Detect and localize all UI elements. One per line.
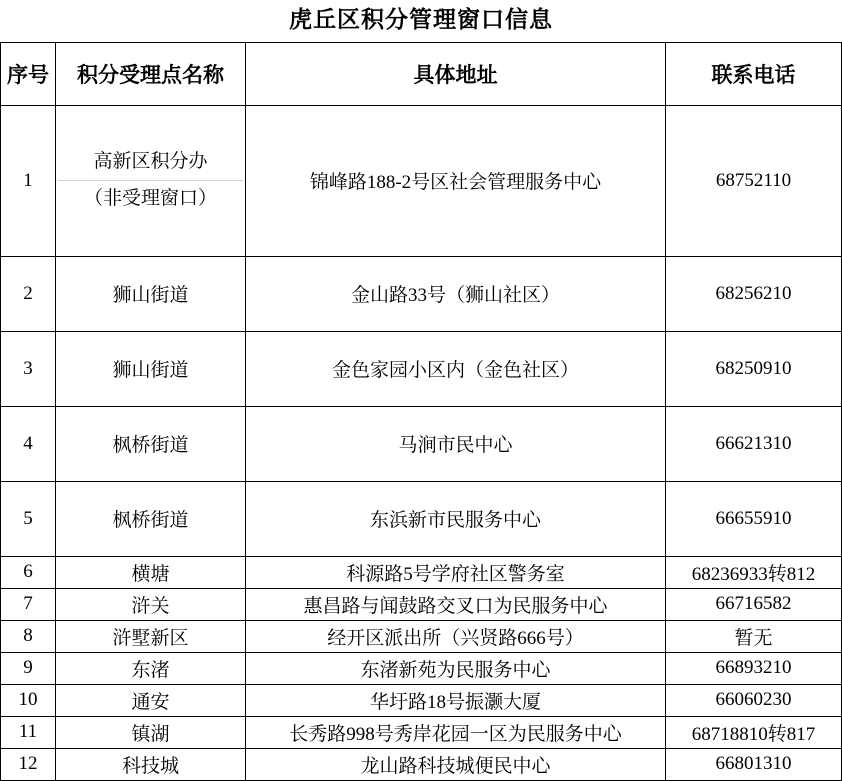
cell-phone: 66060230 bbox=[666, 684, 842, 716]
table-row bbox=[1, 256, 842, 331]
table-row bbox=[1, 556, 842, 588]
cell-name: 枫桥街道 bbox=[56, 481, 246, 556]
table-row bbox=[1, 716, 842, 748]
table-row bbox=[1, 620, 842, 652]
table-row bbox=[1, 748, 842, 780]
cell-address: 东渚新苑为民服务中心 bbox=[246, 652, 666, 684]
cell-address: 科源路5号学府社区警务室 bbox=[246, 556, 666, 588]
cell-seq: 10 bbox=[1, 684, 56, 716]
cell-address: 金色家园小区内（金色社区） bbox=[246, 331, 666, 406]
cell-name: 横塘 bbox=[56, 556, 246, 588]
cell-seq: 6 bbox=[1, 556, 56, 588]
table-row bbox=[1, 481, 842, 556]
cell-phone: 68256210 bbox=[666, 256, 842, 331]
cell-phone: 66893210 bbox=[666, 652, 842, 684]
cell-name: 狮山街道 bbox=[56, 256, 246, 331]
cell-address: 经开区派出所（兴贤路666号） bbox=[246, 620, 666, 652]
column-header-seq: 序号 bbox=[1, 42, 56, 105]
cell-name: 通安 bbox=[56, 684, 246, 716]
cell-name-line2: （非受理窗口） bbox=[83, 188, 217, 210]
cell-seq: 7 bbox=[1, 588, 56, 620]
page-title: 虎丘区积分管理窗口信息 bbox=[289, 7, 553, 32]
cell-name: 东渚 bbox=[56, 652, 246, 684]
cell-name: 科技城 bbox=[56, 748, 246, 780]
cell-phone: 66801310 bbox=[666, 748, 842, 780]
column-header-name: 积分受理点名称 bbox=[56, 42, 246, 105]
cell-address: 锦峰路188-2号区社会管理服务中心 bbox=[246, 105, 666, 256]
cell-address: 东浜新市民服务中心 bbox=[246, 481, 666, 556]
window-info-table bbox=[0, 42, 842, 781]
cell-phone: 68718810转817 bbox=[666, 716, 842, 748]
cell-name-divider bbox=[58, 180, 243, 181]
cell-seq: 12 bbox=[1, 748, 56, 780]
cell-phone: 66621310 bbox=[666, 406, 842, 481]
cell-name: 狮山街道 bbox=[56, 331, 246, 406]
cell-phone: 66655910 bbox=[666, 481, 842, 556]
cell-address: 金山路33号（狮山社区） bbox=[246, 256, 666, 331]
cell-address: 马涧市民中心 bbox=[246, 406, 666, 481]
cell-address: 惠昌路与闻鼓路交叉口为民服务中心 bbox=[246, 588, 666, 620]
cell-name: 浒墅新区 bbox=[56, 620, 246, 652]
cell-address: 华圩路18号振灏大厦 bbox=[246, 684, 666, 716]
column-header-phone: 联系电话 bbox=[666, 42, 842, 105]
cell-name: 镇湖 bbox=[56, 716, 246, 748]
cell-phone: 68236933转812 bbox=[666, 556, 842, 588]
cell-seq: 5 bbox=[1, 481, 56, 556]
cell-phone: 暂无 bbox=[666, 620, 842, 652]
column-header-address: 具体地址 bbox=[246, 42, 666, 105]
table-row bbox=[1, 588, 842, 620]
table-row bbox=[1, 652, 842, 684]
cell-seq: 8 bbox=[1, 620, 56, 652]
cell-name bbox=[56, 105, 246, 256]
cell-name: 枫桥街道 bbox=[56, 406, 246, 481]
table-row bbox=[1, 684, 842, 716]
table-header-row bbox=[1, 42, 842, 105]
table-row bbox=[1, 331, 842, 406]
cell-name: 浒关 bbox=[56, 588, 246, 620]
cell-seq: 11 bbox=[1, 716, 56, 748]
cell-phone: 68250910 bbox=[666, 331, 842, 406]
cell-address: 长秀路998号秀岸花园一区为民服务中心 bbox=[246, 716, 666, 748]
cell-seq: 3 bbox=[1, 331, 56, 406]
cell-address: 龙山路科技城便民中心 bbox=[246, 748, 666, 780]
cell-name-line1: 高新区积分办 bbox=[93, 151, 208, 173]
cell-phone: 68752110 bbox=[666, 105, 842, 256]
cell-seq: 1 bbox=[1, 105, 56, 256]
cell-seq: 2 bbox=[1, 256, 56, 331]
table-row bbox=[1, 105, 842, 256]
cell-seq: 9 bbox=[1, 652, 56, 684]
table-row bbox=[1, 406, 842, 481]
cell-phone: 66716582 bbox=[666, 588, 842, 620]
cell-seq: 4 bbox=[1, 406, 56, 481]
